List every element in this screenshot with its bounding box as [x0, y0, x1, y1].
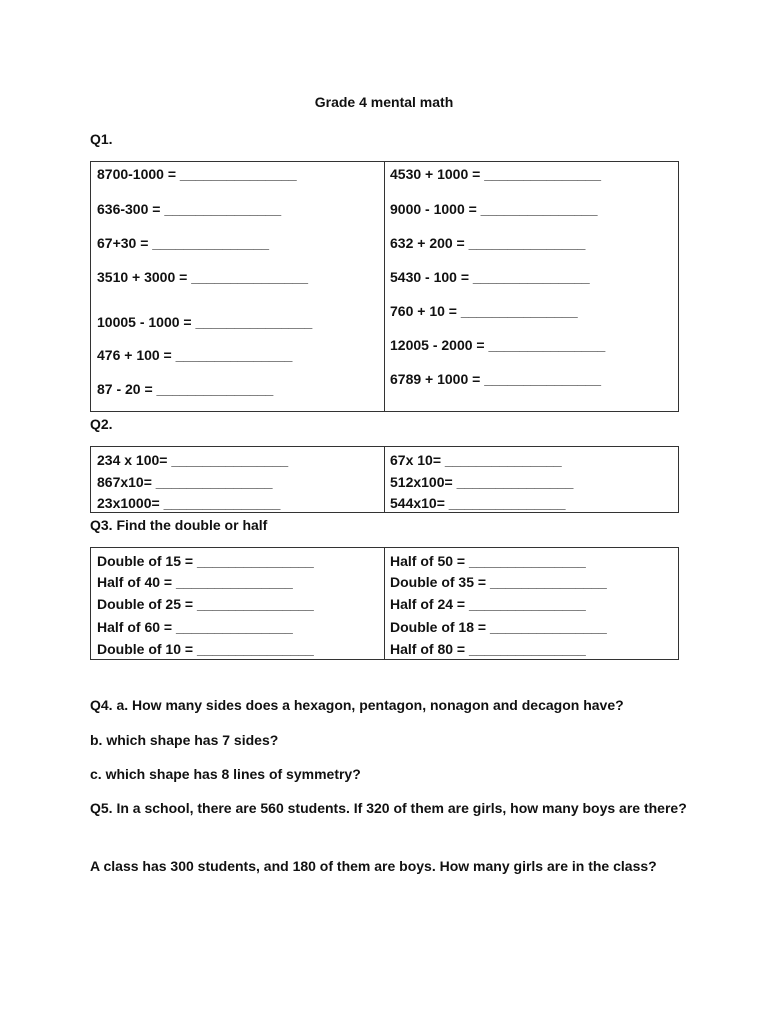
q5-question-a: Q5. In a school, there are 560 students. If 320 of them are girls, how many boys are there? [90, 800, 687, 816]
q2-problem: 867x10= _______________ [97, 474, 273, 490]
q1-problem: 760 + 10 = _______________ [390, 303, 578, 319]
q3-problem: Double of 35 = _______________ [390, 574, 607, 590]
q2-label: Q2. [90, 416, 113, 432]
q3-label: Q3. Find the double or half [90, 517, 268, 533]
q1-problem: 67+30 = _______________ [97, 235, 270, 251]
q5-question-b: A class has 300 students, and 180 of them are boys. How many girls are in the class? [90, 858, 657, 874]
q1-problem: 3510 + 3000 = _______________ [97, 269, 308, 285]
q4-question-b: b. which shape has 7 sides? [90, 732, 279, 748]
q3-problem: Half of 40 = _______________ [97, 574, 293, 590]
q3-problem: Double of 25 = _______________ [97, 596, 314, 612]
q1-problem: 632 + 200 = _______________ [390, 235, 586, 251]
q1-column-divider [384, 162, 385, 411]
q3-problem: Double of 15 = _______________ [97, 553, 314, 569]
q1-problem: 10005 - 1000 = _______________ [97, 314, 313, 330]
q1-problem: 5430 - 100 = _______________ [390, 269, 590, 285]
q4-question-a: Q4. a. How many sides does a hexagon, pentagon, nonagon and decagon have? [90, 697, 624, 713]
q1-problem: 4530 + 1000 = _______________ [390, 166, 601, 182]
q1-problem: 9000 - 1000 = _______________ [390, 201, 598, 217]
q3-problem: Half of 60 = _______________ [97, 619, 293, 635]
q2-problem: 234 x 100= _______________ [97, 452, 289, 468]
q3-problem: Double of 10 = _______________ [97, 641, 314, 657]
q3-problem: Double of 18 = _______________ [390, 619, 607, 635]
q2-problem: 512x100= _______________ [390, 474, 574, 490]
q1-problem: 6789 + 1000 = _______________ [390, 371, 601, 387]
q1-problem: 636-300 = _______________ [97, 201, 282, 217]
q2-problem: 23x1000= _______________ [97, 495, 281, 511]
page-title: Grade 4 mental math [314, 94, 454, 110]
q1-label: Q1. [90, 131, 113, 147]
q1-problem: 476 + 100 = _______________ [97, 347, 293, 363]
q1-problem: 12005 - 2000 = _______________ [390, 337, 606, 353]
q3-problem: Half of 80 = _______________ [390, 641, 586, 657]
q3-problem: Half of 24 = _______________ [390, 596, 586, 612]
q2-problem: 67x 10= _______________ [390, 452, 562, 468]
q1-problem: 8700-1000 = _______________ [97, 166, 297, 182]
q2-column-divider [384, 447, 385, 512]
q1-problem: 87 - 20 = _______________ [97, 381, 274, 397]
q2-problem: 544x10= _______________ [390, 495, 566, 511]
q3-problem: Half of 50 = _______________ [390, 553, 586, 569]
q3-column-divider [384, 548, 385, 659]
q4-question-c: c. which shape has 8 lines of symmetry? [90, 766, 361, 782]
